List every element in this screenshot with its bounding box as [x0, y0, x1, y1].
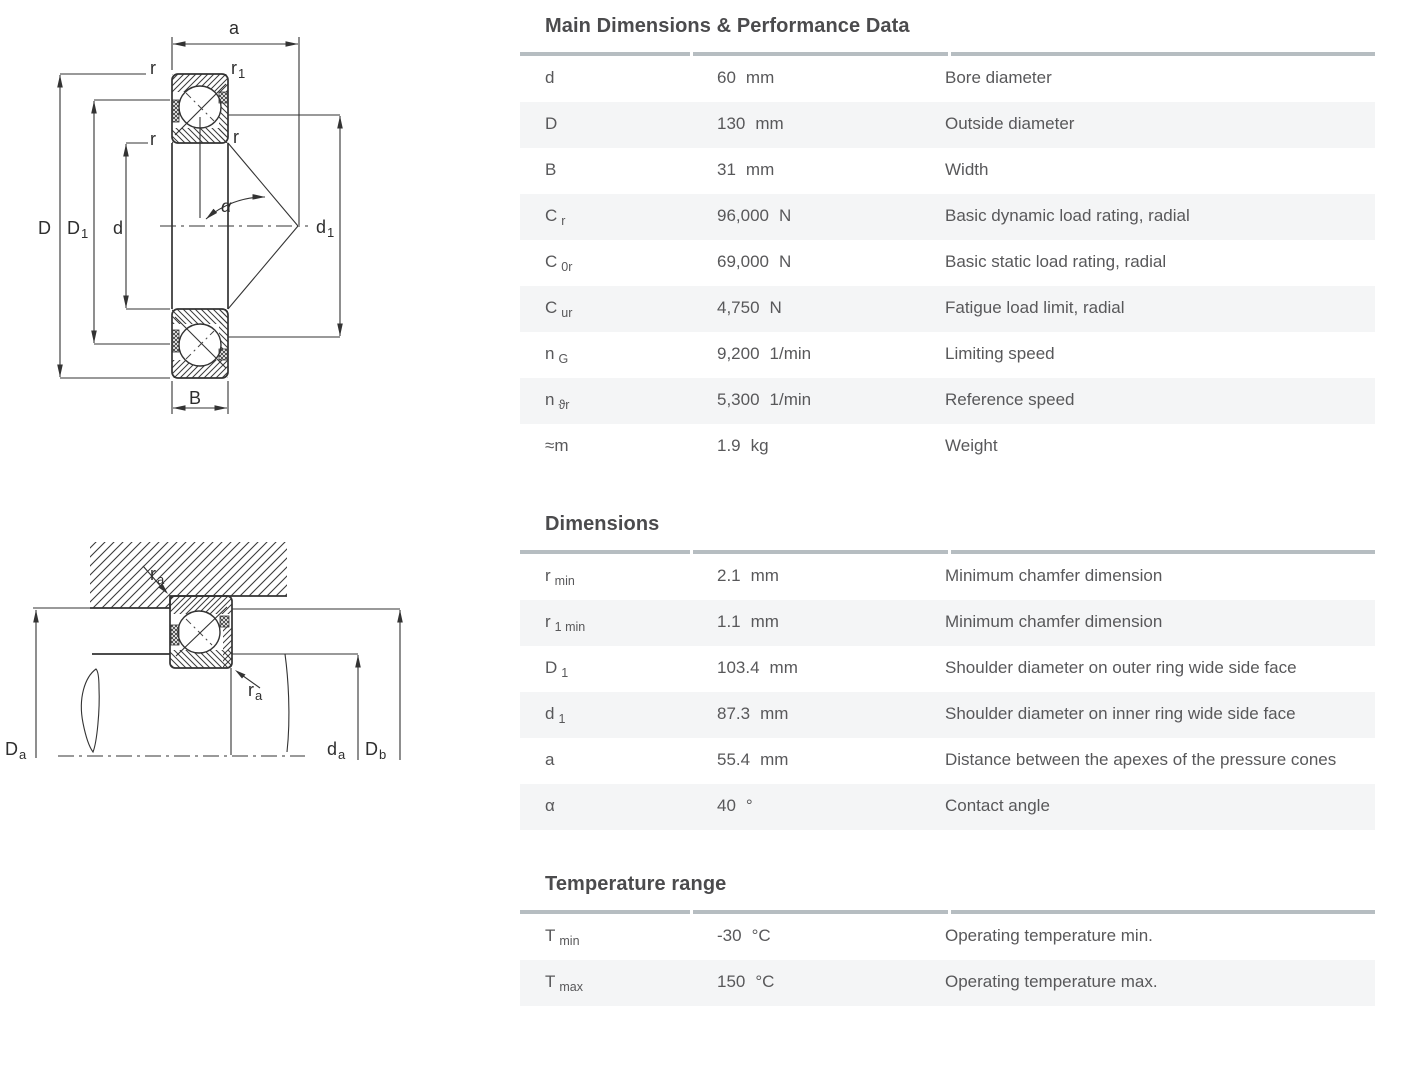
symbol-cell	[520, 148, 690, 192]
table-row	[520, 378, 1375, 424]
table-row	[520, 646, 1375, 692]
value-number: 60	[717, 68, 736, 87]
description-cell: Basic dynamic load rating, radial	[945, 206, 1190, 225]
value-cell	[690, 692, 945, 736]
value-unit: mm	[760, 704, 789, 723]
value-number: 1.1	[717, 612, 741, 631]
value-unit: mm	[750, 566, 779, 585]
symbol-base: α	[545, 796, 555, 815]
symbol-cell	[520, 424, 690, 468]
symbol-base: n	[545, 344, 555, 363]
label-r-mid-left: r	[150, 129, 156, 149]
description-cell: Shoulder diameter on outer ring wide side face	[945, 658, 1297, 677]
value-number: 40	[717, 796, 736, 815]
value-unit: °C	[755, 972, 775, 991]
value-unit: mm	[769, 658, 798, 677]
symbol-subscript: max	[559, 980, 584, 994]
value-cell	[690, 784, 945, 828]
symbol-subscript: ur	[561, 306, 573, 320]
value-number: -30	[717, 926, 742, 945]
value-number: 87.3	[717, 704, 751, 723]
table-row	[520, 332, 1375, 378]
value-cell	[690, 332, 945, 376]
description-cell: Basic static load rating, radial	[945, 252, 1167, 271]
symbol-cell	[520, 240, 690, 285]
value-number: 55.4	[717, 750, 751, 769]
label-r1: $r_1$	[231, 58, 246, 81]
symbol-subscript: r	[561, 214, 566, 228]
value-cell	[690, 554, 945, 598]
table-row	[520, 692, 1375, 738]
value-cell	[690, 240, 945, 284]
symbol-base: r	[545, 566, 551, 585]
table-row	[520, 56, 1375, 102]
symbol-subscript: ϑr	[558, 398, 570, 412]
value-cell	[690, 738, 945, 782]
symbol-cell	[520, 194, 690, 239]
symbol-base: a	[545, 750, 555, 769]
table-row	[520, 960, 1375, 1006]
symbol-base: D	[545, 114, 558, 133]
table-row	[520, 102, 1375, 148]
value-unit: mm	[750, 612, 779, 631]
section-dimensions	[520, 512, 1375, 830]
symbol-subscript: 1	[561, 666, 569, 680]
description-cell: Distance between the apexes of the pressure cones	[945, 750, 1337, 769]
symbol-cell	[520, 286, 690, 331]
value-unit: 1/min	[769, 344, 812, 363]
symbol-cell	[520, 102, 690, 146]
value-unit: N	[779, 252, 792, 271]
bearing-section-drawing	[0, 0, 460, 470]
symbol-subscript: 1	[558, 712, 566, 726]
bearing-mounting-drawing	[0, 530, 460, 780]
label-da: $d_a$	[327, 739, 346, 762]
value-cell	[690, 148, 945, 192]
value-cell	[690, 102, 945, 146]
value-unit: °C	[751, 926, 771, 945]
value-unit: °	[745, 796, 753, 815]
label-D: D	[38, 218, 51, 238]
value-cell	[690, 424, 945, 468]
value-unit: kg	[750, 436, 769, 455]
description-cell: Reference speed	[945, 390, 1075, 409]
symbol-cell	[520, 784, 690, 828]
dim-D1	[94, 100, 170, 344]
description-cell: Contact angle	[945, 796, 1050, 815]
description-cell: Fatigue load limit, radial	[945, 298, 1125, 317]
value-number: 130	[717, 114, 746, 133]
symbol-base: d	[545, 68, 555, 87]
spec-tables	[520, 0, 1375, 1006]
value-unit: N	[779, 206, 792, 225]
value-unit: mm	[760, 750, 789, 769]
table-row	[520, 914, 1375, 960]
table-row	[520, 194, 1375, 240]
value-number: 2.1	[717, 566, 741, 585]
symbol-base: B	[545, 160, 557, 179]
bearing-lower-section	[172, 309, 228, 378]
symbol-cell	[520, 332, 690, 377]
value-number: 96,000	[717, 206, 769, 225]
label-D1: $D_1$	[67, 218, 89, 241]
label-ra-top: $r_a$	[150, 564, 165, 587]
description-cell: Limiting speed	[945, 344, 1055, 363]
symbol-base: T	[545, 972, 556, 991]
symbol-subscript: min	[559, 934, 580, 948]
value-cell	[690, 646, 945, 690]
symbol-base: T	[545, 926, 556, 945]
label-B: B	[189, 388, 202, 408]
symbol-base: D	[545, 658, 558, 677]
label-r-mid-right: r	[233, 127, 239, 147]
label-alpha: α	[221, 196, 232, 216]
description-cell: Weight	[945, 436, 998, 455]
section-title-main: Main Dimensions & Performance Data	[545, 15, 910, 37]
description-cell: Minimum chamfer dimension	[945, 566, 1163, 585]
table-row	[520, 424, 1375, 470]
value-number: 4,750	[717, 298, 760, 317]
label-d1: $d_1$	[316, 217, 335, 240]
label-a: a	[229, 18, 240, 38]
value-cell	[690, 914, 945, 958]
value-cell	[690, 378, 945, 422]
label-ra-bottom: $r_a$	[248, 680, 263, 703]
symbol-base: C	[545, 298, 558, 317]
description-cell: Bore diameter	[945, 68, 1052, 87]
description-cell: Shoulder diameter on inner ring wide side face	[945, 704, 1296, 723]
dim-Da	[33, 608, 90, 758]
section-main	[520, 14, 1375, 470]
symbol-cell	[520, 692, 690, 737]
value-cell	[690, 286, 945, 330]
value-number: 69,000	[717, 252, 769, 271]
table-row	[520, 600, 1375, 646]
value-cell	[690, 960, 945, 1004]
value-number: 1.9	[717, 436, 741, 455]
value-cell	[690, 56, 945, 100]
symbol-subscript: min	[554, 574, 575, 588]
table-row	[520, 240, 1375, 286]
table-row	[520, 784, 1375, 830]
label-r-top: r	[150, 58, 156, 78]
symbol-cell	[520, 646, 690, 691]
value-unit: mm	[755, 114, 784, 133]
symbol-subscript: 0r	[561, 260, 573, 274]
symbol-subscript: G	[558, 352, 569, 366]
symbol-subscript: 1 min	[554, 620, 586, 634]
section-temperature	[520, 872, 1375, 1006]
section-title-dimensions: Dimensions	[545, 513, 660, 535]
description-cell: Operating temperature min.	[945, 926, 1153, 945]
label-Da: $D_a$	[5, 739, 27, 762]
dim-Db	[232, 609, 400, 760]
symbol-base: d	[545, 704, 555, 723]
symbol-base: C	[545, 252, 558, 271]
symbol-cell	[520, 378, 690, 423]
value-number: 103.4	[717, 658, 760, 677]
symbol-cell	[520, 914, 690, 959]
description-cell: Operating temperature max.	[945, 972, 1158, 991]
shaft-section	[81, 654, 358, 755]
symbol-base: C	[545, 206, 558, 225]
symbol-base: ≈m	[545, 436, 569, 455]
value-cell	[690, 194, 945, 238]
symbol-cell	[520, 738, 690, 782]
table-row	[520, 554, 1375, 600]
description-cell: Outside diameter	[945, 114, 1075, 133]
pressure-cone-lines	[200, 117, 298, 309]
label-d: d	[113, 218, 124, 238]
symbol-cell	[520, 960, 690, 1005]
symbol-base: n	[545, 390, 555, 409]
table-row	[520, 148, 1375, 194]
table-row	[520, 738, 1375, 784]
symbol-cell	[520, 56, 690, 100]
symbol-cell	[520, 554, 690, 599]
value-number: 5,300	[717, 390, 760, 409]
symbol-cell	[520, 600, 690, 645]
table-row	[520, 286, 1375, 332]
label-Db: $D_b$	[365, 739, 387, 762]
value-unit: mm	[745, 160, 775, 179]
value-number: 9,200	[717, 344, 760, 363]
symbol-base: r	[545, 612, 551, 631]
value-unit: mm	[745, 68, 775, 87]
value-cell	[690, 600, 945, 644]
section-title-temperature: Temperature range	[545, 873, 727, 895]
bearing-mounted-section	[170, 596, 232, 668]
value-unit: 1/min	[769, 390, 812, 409]
value-number: 31	[717, 160, 736, 179]
value-unit: N	[769, 298, 782, 317]
description-cell: Width	[945, 160, 989, 179]
description-cell: Minimum chamfer dimension	[945, 612, 1163, 631]
value-number: 150	[717, 972, 746, 991]
